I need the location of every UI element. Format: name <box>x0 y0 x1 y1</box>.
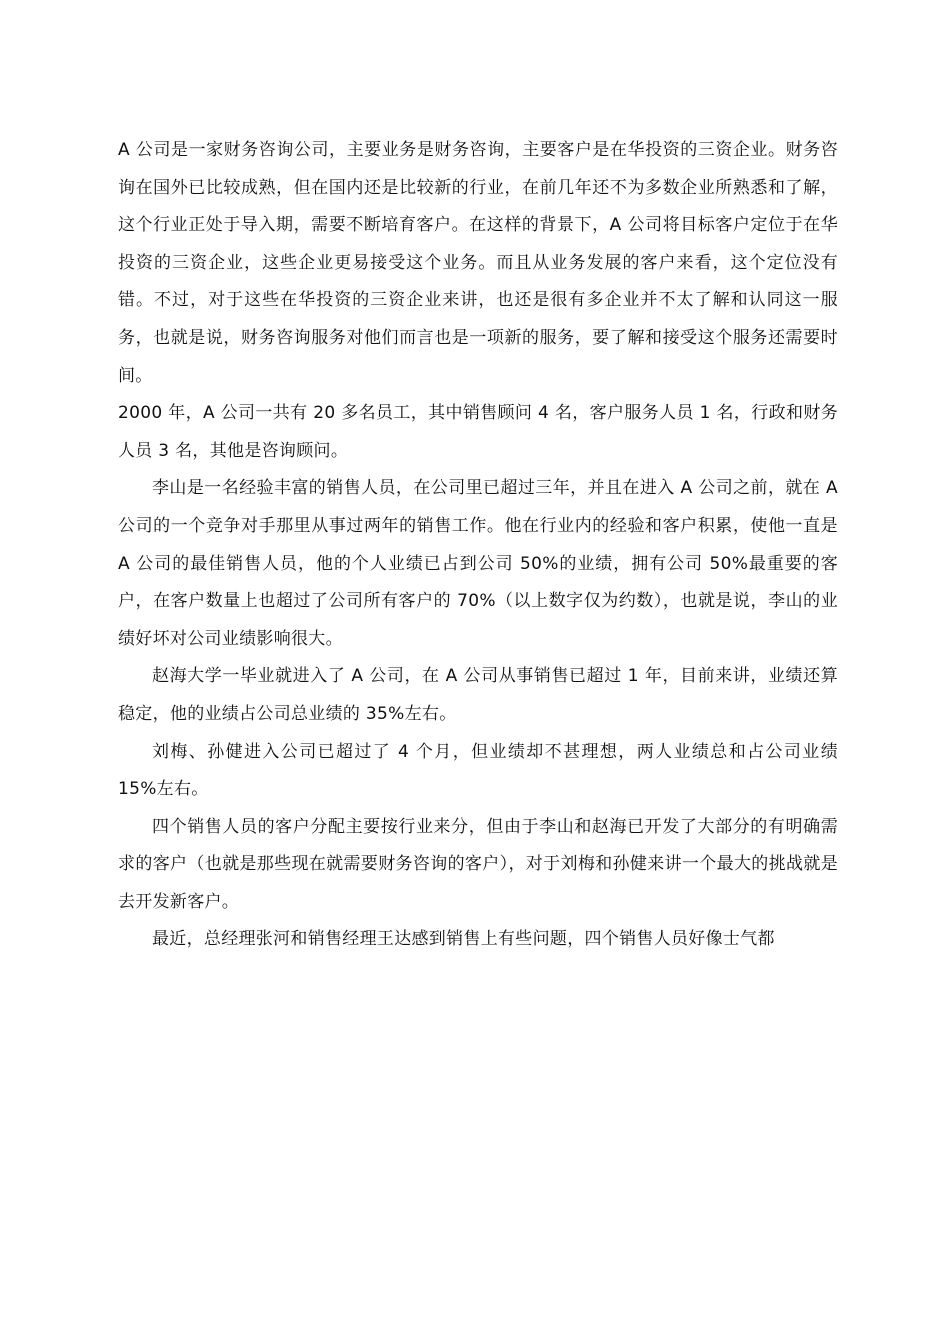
paragraph-staff-count: 2000 年，A 公司一共有 20 多名员工，其中销售顾问 4 名，客户服务人员 1 名，行政和财务人员 3 名，其他是咨询顾问。 <box>118 403 838 461</box>
paragraph-zhao-hai: 赵海大学一毕业就进入了 A 公司，在 A 公司从事销售已超过 1 年，目前来讲，业绩还算稳定，他的业绩占公司总业绩的 35%左右。 <box>118 666 838 724</box>
document-body <box>118 132 838 959</box>
paragraph-company-intro: A 公司是一家财务咨询公司，主要业务是财务咨询，主要客户是在华投资的三资企业。财务咨询在国外已比较成熟，但在国内还是比较新的行业，在前几年还不为多数企业所熟悉和了解，这个行业正处于导入期，需要不断培育客户。在这样的背景下，A 公司将目标客户定位于在华投资的三资企业，这些企业更易接受这个业务。而且从业务发展的客户来看，这个定位没有错。不过，对于这些在华投资的三资企业来讲，也还是很有多企业并不太了解和认同这一服务，也就是说，财务咨询服务对他们而言也是一项新的服务，要了解和接受这个服务还需要时间。 <box>118 140 838 386</box>
paragraph-client-allocation: 四个销售人员的客户分配主要按行业来分，但由于李山和赵海已开发了大部分的有明确需求的客户（也就是那些现在就需要财务咨询的客户），对于刘梅和孙健来讲一个最大的挑战就是去开发新客户。 <box>118 816 838 912</box>
paragraph-liu-mei-sun-jian: 刘梅、孙健进入公司已超过了 4 个月，但业绩却不甚理想，两人业绩总和占公司业绩 15%左右。 <box>118 741 838 800</box>
paragraph-recent-problem: 最近，总经理张河和销售经理王达感到销售上有些问题，四个销售人员好像士气都 <box>152 929 775 950</box>
paragraph-li-shan: 李山是一名经验丰富的销售人员，在公司里已超过三年，并且在进入 A 公司之前，就在 A 公司的一个竞争对手那里从事过两年的销售工作。他在行业内的经验和客户积累，使他一直是 A 公司的最佳销售人员，他的个人业绩已占到公司 50%的业绩，拥有公司 50%最重要的客户，在客户数量上也超过了公司所有客户的 70%（以上数字仅为约数），也就是说，李山的业绩好坏对公司业绩影响很大。 <box>118 478 838 649</box>
